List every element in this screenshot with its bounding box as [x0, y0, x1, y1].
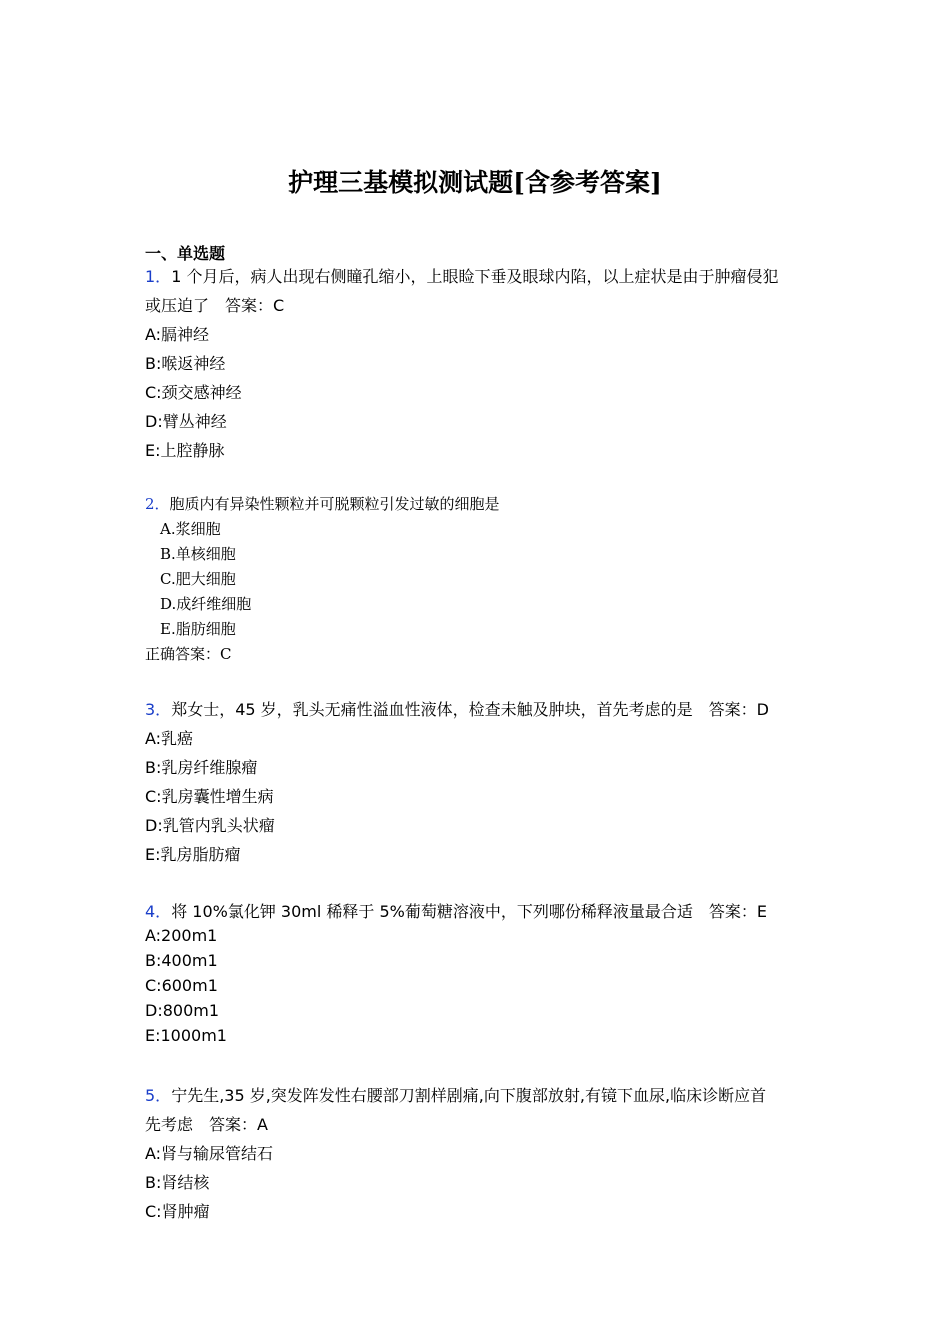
- question-2-answer: 正确答案：C: [145, 645, 232, 663]
- question-4-option-d: D:800m1: [145, 1001, 220, 1020]
- question-4-option-c: C:600m1: [145, 976, 218, 995]
- question-1-option-b: B:喉返神经: [145, 354, 226, 373]
- question-4-option-a: A:200m1: [145, 926, 218, 945]
- question-5-option-b: B:肾结核: [145, 1173, 210, 1192]
- question-4-stem: 4．将 10%氯化钾 30ml 稀释于 5%葡萄糖溶液中，下列哪份稀释液量最合适 答案：E: [145, 902, 767, 921]
- question-3-option-e: E:乳房脂肪瘤: [145, 845, 241, 864]
- question-1-option-c: C:颈交感神经: [145, 383, 242, 402]
- question-2-option-c: C.肥大细胞: [160, 570, 236, 588]
- question-number: 5．: [145, 1086, 172, 1105]
- question-1-stem-line1: 1．1 个月后，病人出现右侧瞳孔缩小，上眼睑下垂及眼球内陷，以上症状是由于肿瘤侵犯: [145, 267, 779, 286]
- question-5-stem-line2: 先考虑 答案：A: [145, 1115, 268, 1134]
- question-1-option-d: D:臂丛神经: [145, 412, 227, 431]
- question-2-stem: 2．胞质内有异染性颗粒并可脱颗粒引发过敏的细胞是: [145, 495, 500, 513]
- question-4-option-e: E:1000m1: [145, 1026, 227, 1045]
- question-5-option-a: A:肾与输尿管结石: [145, 1144, 274, 1163]
- question-number: 2．: [145, 495, 170, 513]
- question-3-option-b: B:乳房纤维腺瘤: [145, 758, 258, 777]
- question-5-option-c: C:肾肿瘤: [145, 1202, 210, 1221]
- question-number: 3．: [145, 700, 172, 719]
- question-3-option-c: C:乳房囊性增生病: [145, 787, 274, 806]
- question-number: 4．: [145, 902, 172, 921]
- question-1-option-a: A:膈神经: [145, 325, 210, 344]
- question-number: 1．: [145, 267, 172, 286]
- question-2-option-d: D.成纤维细胞: [160, 595, 252, 613]
- question-1-option-e: E:上腔静脉: [145, 441, 225, 460]
- question-1-stem-line2: 或压迫了 答案：C: [145, 296, 285, 315]
- section-heading: 一、单选题: [145, 244, 226, 263]
- question-2-option-b: B.单核细胞: [160, 545, 236, 563]
- question-3-option-d: D:乳管内乳头状瘤: [145, 816, 275, 835]
- page-title: 护理三基模拟测试题[含参考答案]: [288, 168, 662, 197]
- question-3-stem: 3．郑女士，45 岁，乳头无痛性溢血性液体，检查未触及肿块，首先考虑的是 答案：D: [145, 700, 769, 719]
- question-5-stem-line1: 5．宁先生,35 岁,突发阵发性右腰部刀割样剧痛,向下腹部放射,有镜下血尿,临床诊断应首: [145, 1086, 767, 1105]
- question-4-option-b: B:400m1: [145, 951, 218, 970]
- question-3-option-a: A:乳癌: [145, 729, 194, 748]
- question-2-option-a: A.浆细胞: [160, 520, 221, 538]
- question-2-option-e: E.脂肪细胞: [160, 620, 236, 638]
